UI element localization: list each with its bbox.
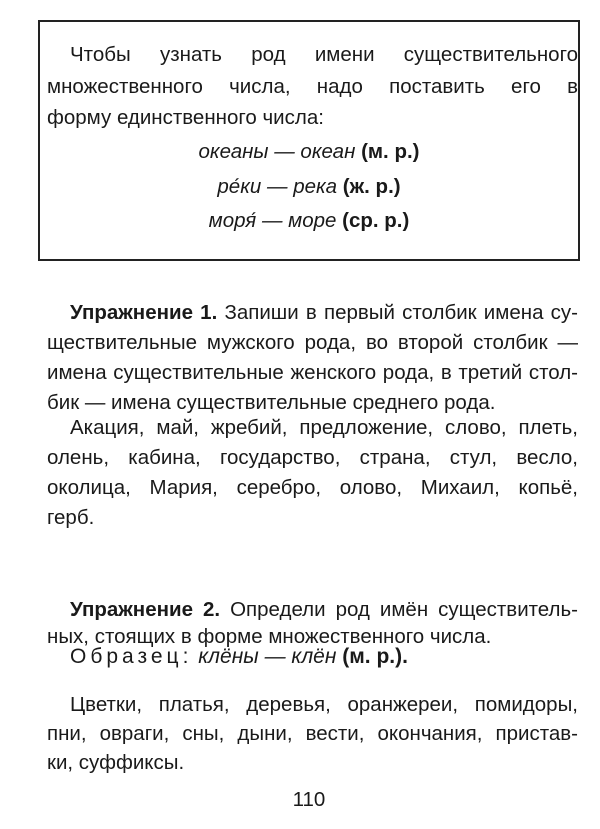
exercise1-words-line: олень, кабина, государство, страна, стул, весло,: [47, 446, 578, 469]
exercise1-task-line: бик — имена существительные среднего рода.: [47, 391, 496, 414]
dash: —: [261, 209, 283, 232]
gender-label: (ж. р.): [342, 175, 401, 198]
exercise1-words-line: герб.: [47, 506, 95, 529]
exercise2-words-line: ки, суффиксы.: [47, 751, 185, 774]
dash: —: [267, 175, 288, 198]
exercise1-words-line: околица, Мария, серебро, олово, Михаил, копьё,: [47, 476, 578, 499]
exercise1-task-line: ществительные мужского рода, во второй столбик —: [47, 331, 578, 354]
singular-form: океан: [300, 140, 356, 163]
task-text: Определи род имён существитель-: [230, 598, 578, 621]
exercise2-words-line: Цветки, платья, деревья, оранжереи, помидоры,: [70, 693, 578, 716]
rule-example: [38, 209, 580, 233]
sample-label: Образец:: [70, 645, 193, 668]
plural-form: ре́ки: [217, 175, 262, 198]
exercise2-sample: [70, 645, 578, 669]
exercise1-title: Упражнение 1.: [70, 301, 218, 324]
rule-text-line: форму единственного числа:: [47, 106, 324, 129]
exercise2-task-line: ных, стоящих в форме множественного числа.: [47, 625, 492, 648]
dash: —: [264, 645, 286, 668]
gender-label: (м. р.): [361, 140, 420, 163]
singular-form: клён: [291, 645, 337, 668]
plural-form: океаны: [198, 140, 269, 163]
exercise2-words-line: пни, овраги, сны, дыни, вести, окончания, пристав-: [47, 722, 578, 745]
dash: —: [274, 140, 295, 163]
rule-example: [38, 140, 580, 164]
gender-label: (ср. р.): [342, 209, 410, 232]
rule-example: [38, 175, 580, 199]
exercise2-task-line: [70, 598, 578, 622]
rule-text-line: множественного числа, надо поставить его в: [47, 75, 578, 98]
task-text: Запиши в первый столбик имена су-: [224, 301, 578, 324]
exercise1-words-line: Акация, май, жребий, предложение, слово, плеть,: [70, 416, 578, 439]
plural-form: моря́: [208, 209, 257, 232]
rule-text-line: Чтобы узнать род имени существительного: [70, 43, 578, 66]
singular-form: река: [293, 175, 338, 198]
singular-form: море: [288, 209, 337, 232]
exercise2-title: Упражнение 2.: [70, 598, 221, 621]
exercise1-task-line: имена существительные женского рода, в третий стол-: [47, 361, 578, 384]
page-number: 110: [292, 788, 326, 811]
plural-form: клёны: [198, 645, 259, 668]
gender-label: (м. р.).: [342, 645, 408, 668]
exercise1-task-line: [70, 301, 578, 325]
